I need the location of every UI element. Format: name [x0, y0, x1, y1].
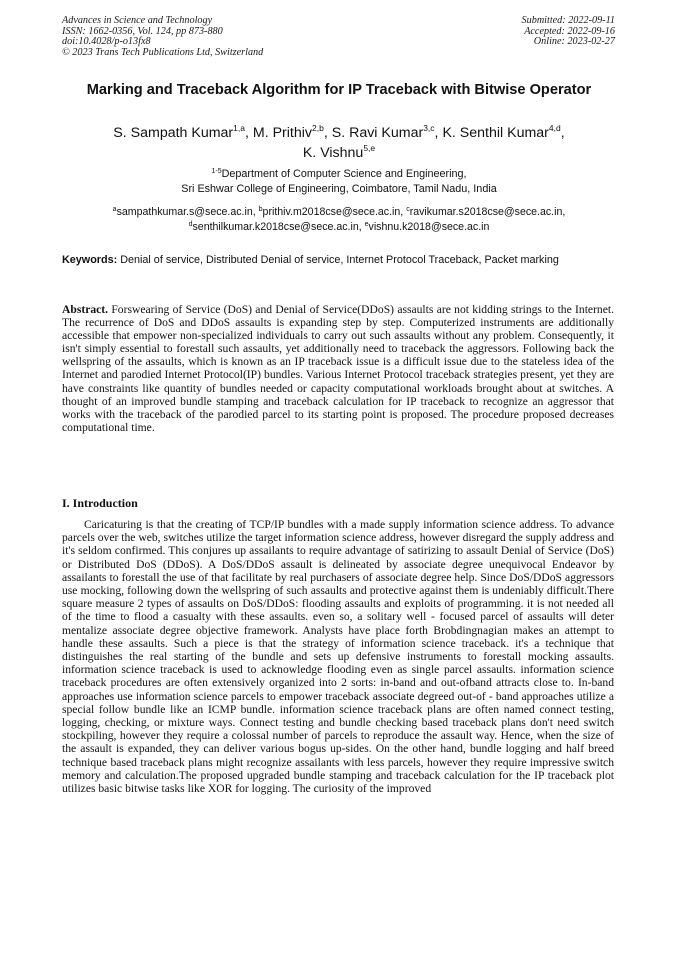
- keywords-text: Denial of service, Distributed Denial of service, Internet Protocol Traceback, Packet marking: [120, 254, 559, 266]
- copyright-line: © 2023 Trans Tech Publications Ltd, Switzerland: [62, 46, 264, 58]
- author-email[interactable]: senthilkumar.k2018cse@sece.ac.in: [192, 220, 359, 233]
- affiliation-line-1: Department of Computer Science and Engineering,: [221, 168, 467, 180]
- email-separator: ,: [358, 220, 365, 233]
- author-separator: ,: [323, 125, 332, 141]
- paper-title: Marking and Traceback Algorithm for IP Traceback with Bitwise Operator: [86, 82, 592, 98]
- author-list: [60, 123, 618, 163]
- abstract-text: Forswearing of Service (DoS) and Denial of Service(DDoS) assaults are not kidding strings to the Internet. The recurrence of DoS and DDoS assaults is expanding step by step. Computerized instruments are additionally accessible that empower non-specialized individuals to carry out such assaults without any problem. Consequently, it isn't simply essential to forestall such assaults, yet additionally need to traceback the aggressors. Following back the wellspring of the assaults, which is known as an IP traceback issue is a difficult issue due to the stateless idea of the Internet and parodied Internet Protocol(IP) bundles. Various Internet Protocol traceback strategies present, yet they are have constraints like quantity of bundles needed or capacity computational workloads brought about at switches. A thought of an improved bundle stamping and traceback calculation for IP traceback to recognize an aggressor that works with the traceback of the parodied parcel to its starting point is proposed. The procedure proposed decreases computational time.: [62, 303, 614, 434]
- author-name: S. Sampath Kumar: [113, 125, 234, 141]
- accepted-date: Accepted: 2022-09-16: [524, 25, 615, 37]
- author-name: K. Vishnu: [302, 145, 364, 161]
- author-superscript: 2,b: [312, 123, 324, 133]
- email-separator: ,: [562, 206, 566, 218]
- author-email[interactable]: ravikumar.s2018cse@sece.ac.in: [409, 206, 563, 218]
- introduction-heading: I. Introduction: [62, 496, 138, 510]
- email-list: [60, 205, 618, 234]
- affiliation: [60, 167, 618, 197]
- affiliation-line-2: Sri Eshwar College of Engineering, Coimbatore, Tamil Nadu, India: [181, 183, 497, 195]
- journal-name: Advances in Science and Technology: [62, 15, 213, 26]
- keywords-block: [62, 253, 614, 267]
- author-name: M. Prithiv: [252, 125, 313, 141]
- keywords-label: Keywords:: [62, 254, 118, 266]
- doi-line: doi:10.4028/p-o13fx8: [62, 36, 151, 48]
- journal-header: [62, 16, 263, 58]
- author-separator: ,: [245, 125, 253, 141]
- author-name: S. Ravi Kumar: [331, 125, 424, 141]
- email-separator: ,: [400, 206, 407, 218]
- author-superscript: 1,a: [233, 123, 245, 133]
- author-email[interactable]: vishnu.k2018@sece.ac.in: [368, 220, 490, 233]
- author-separator: ,: [434, 125, 443, 141]
- author-separator: ,: [560, 125, 565, 141]
- online-date: Online: 2023-02-27: [533, 36, 615, 48]
- author-superscript: 4,d: [548, 123, 561, 133]
- author-email[interactable]: sampathkumar.s@sece.ac.in: [116, 206, 253, 218]
- email-superscript: e: [364, 220, 369, 228]
- submitted-date: Submitted: 2022-09-11: [521, 15, 615, 26]
- author-email[interactable]: prithiv.m2018cse@sece.ac.in: [262, 206, 401, 218]
- abstract-block: [62, 303, 614, 434]
- email-superscript: d: [188, 220, 193, 228]
- email-separator: ,: [252, 206, 259, 218]
- email-superscript: c: [406, 206, 410, 213]
- author-name: K. Senthil Kumar: [442, 125, 549, 141]
- affiliation-superscript: 1-5: [211, 168, 222, 175]
- author-superscript: 5,e: [363, 143, 376, 153]
- email-superscript: a: [112, 206, 117, 213]
- author-superscript: 3,c: [423, 123, 435, 133]
- abstract-label: Abstract.: [62, 303, 109, 316]
- introduction-paragraph: Caricaturing is that the creating of TCP/IP bundles with a made supply information science address. To advance parcels over the web, switches utilize the target information science address, however disregard the supply address and it's seldom confirmed. This conjures up assailants to require advantage of satirizing to assault Denial of Service (DoS) or Distributed DoS (DDoS). A DoS/DDoS assault is delineated by associate degree unequivocal Endeavor by assailants to forestall the use of that facilitate by real purchasers of associate degree help. Since DoS/DDoS aggressors use mocking, following down the wellspring of such assaults and protective against them is undeniably difficult.There square measure 2 types of assaults on DoS/DDoS: flooding assaults and exploits of programming. it is not needed all of the time to flood a casualty with these assaults. even so, a solitary well - focused parcel of assaults will deter mentalize associate degree objective framework. Analysts have place forth Brobdingnagian makes an attempt to handle these assaults. Such a piece is that the strategy of information science traceback. it's a technique that distinguishes the real starting of the bundle and sets up defensive instruments to forestall mocking assaults. information science traceback is used to acknowledge flooding even as single parcel assaults. information science traceback procedures are often extensively organized into 2 sorts: in-band and out-ofband attracts close to. In-band approaches use information science parcels to empower traceback associate degreed out-of - band approaches utilize a special follow bundle like an ICMP bundle. information science traceback plans are often named connect testing, logging, checking, or mixture ways. Connect testing and bundle checking based traceback plans don't need switch stockpiling, however they require a colossal number of parcels to reproduce the assault way. Hence, when the size of the assault is expanded, they can deliver various bogus up-sides. On the other hand, bundle logging and half breed technique based traceback plans might recognize assailants with less parcels, however they require impressive switch memory and calculation.The proposed upgraded bundle stamping and traceback calculation for the IP traceback plot utilizes basic bitwise tasks like XOR for logging. The curiosity of the improved: [62, 518, 614, 796]
- dates-header: [522, 16, 615, 48]
- issn-line: ISSN: 1662-0356, Vol. 124, pp 873-880: [62, 25, 223, 37]
- email-superscript: b: [258, 206, 263, 213]
